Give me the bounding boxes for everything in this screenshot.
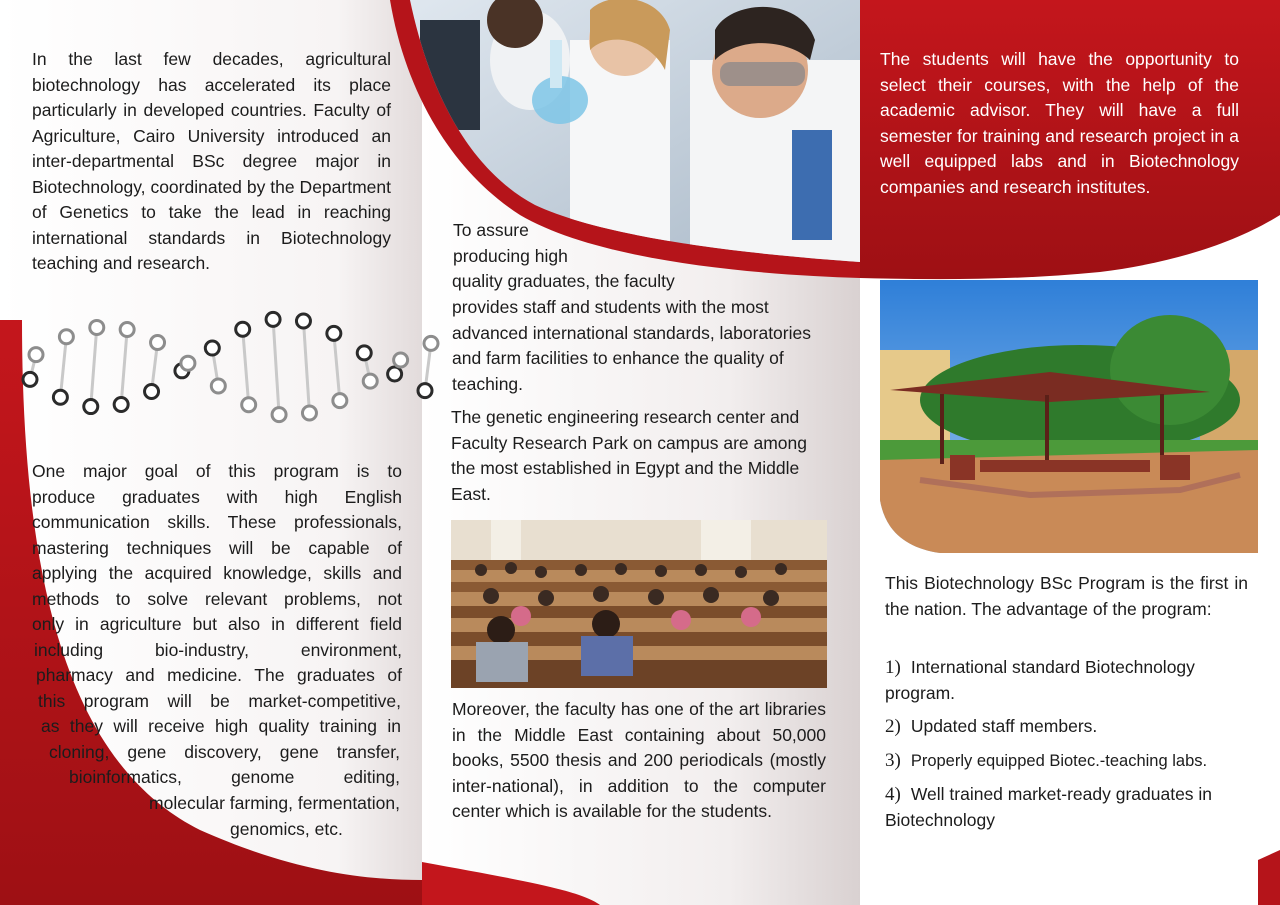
assure-line: producing high xyxy=(453,246,568,266)
helix-node xyxy=(388,367,402,381)
helix-rung xyxy=(121,329,127,404)
helix-node xyxy=(266,312,280,326)
advantage-item xyxy=(885,748,1250,775)
advantage-number: 1) xyxy=(885,657,901,678)
helix-node xyxy=(242,398,256,412)
goal-line: molecular farming, fermentation, xyxy=(149,793,400,813)
helix-node xyxy=(151,336,165,350)
goal-line: produce graduates with high English xyxy=(32,487,402,507)
advantage-item xyxy=(885,782,1250,833)
helix-node xyxy=(236,322,250,336)
goal-line: bioinformatics, genome editing, xyxy=(69,767,400,787)
dna-helix-image xyxy=(20,305,440,430)
dna-helix-svg xyxy=(20,305,440,430)
helix-rung xyxy=(243,329,249,405)
goal-line: this program will be market-competitive, xyxy=(38,691,401,711)
helix-node xyxy=(272,408,286,422)
goal-line: only in agriculture but also in different field xyxy=(32,614,402,634)
advantage-text: Updated staff members. xyxy=(910,716,1098,736)
helix-node xyxy=(424,336,438,350)
advantage-text: Properly equipped Biotec.-teaching labs. xyxy=(910,751,1208,770)
helix-node xyxy=(84,400,98,414)
helix-node xyxy=(90,320,104,334)
goal-line: One major goal of this program is to xyxy=(32,461,402,481)
helix-rung xyxy=(334,333,340,400)
helix-node xyxy=(296,314,310,328)
helix-node xyxy=(333,394,347,408)
goal-line: as they will receive high quality training in xyxy=(41,716,401,736)
goal-line: genomics, etc. xyxy=(230,819,343,839)
helix-node xyxy=(145,384,159,398)
goal-line: applying the acquired knowledge, skills and xyxy=(32,563,402,583)
helix-node xyxy=(181,356,195,370)
helix-node xyxy=(114,398,128,412)
goal-line: cloning, gene discovery, gene transfer, xyxy=(49,742,400,762)
helix-node xyxy=(29,348,43,362)
advantage-number: 4) xyxy=(885,784,901,805)
assure-line: To assure xyxy=(453,220,529,240)
advantages-list xyxy=(885,655,1250,841)
library-paragraph: Moreover, the faculty has one of the art libraries in the Middle East containing about 50,000 books, 5500 thesis and 200 periodicals (mostly inter-national), in addition to the computer center which is available for the students. xyxy=(452,699,826,821)
advantage-text: International standard Biotechnology program. xyxy=(885,657,1195,703)
advantage-number: 2) xyxy=(885,716,901,737)
goal-line: pharmacy and medicine. The graduates of xyxy=(36,665,402,685)
advantage-item xyxy=(885,714,1250,740)
goal-line: methods to solve relevant problems, not xyxy=(32,589,402,609)
assure-line: quality graduates, the faculty xyxy=(452,271,675,291)
helix-node xyxy=(357,346,371,360)
goal-line: communication skills. These professionals, xyxy=(32,512,402,532)
goal-line: mastering techniques will be capable of xyxy=(32,538,402,558)
helix-rung xyxy=(303,321,309,413)
helix-node xyxy=(53,390,67,404)
helix-rung xyxy=(60,337,66,398)
helix-node xyxy=(302,406,316,420)
intro-paragraph: In the last few decades, agricultural biotechnology has accelerated its place particularly in developed countries. Faculty of Agriculture, Cairo University introduced an inter-departmental BSc degree major in Biotechnology, coordinated by the Department of Genetics to take the lead in reaching international standards in Biotechnology teaching and research. xyxy=(32,49,391,273)
helix-rung xyxy=(91,327,97,406)
helix-node xyxy=(327,326,341,340)
advantage-item xyxy=(885,655,1250,706)
course-selection-paragraph: The students will have the opportunity to select their courses, with the help of the academic advisor. They will have a full semester for training and research project in a well equipped labs and in Biotechnology companies and research institutes. xyxy=(880,49,1239,197)
helix-node xyxy=(418,384,432,398)
campus-garden-photo xyxy=(880,280,1258,553)
helix-node xyxy=(120,322,134,336)
program-intro-paragraph: This Biotechnology BSc Program is the first in the nation. The advantage of the program: xyxy=(885,573,1248,619)
lecture-hall-photo xyxy=(451,520,827,688)
helix-node xyxy=(205,341,219,355)
helix-node xyxy=(23,372,37,386)
research-center-paragraph: The genetic engineering research center and Faculty Research Park on campus are among the most established in Egypt and the Middle East. xyxy=(451,407,807,504)
helix-node xyxy=(211,379,225,393)
advantage-text: Well trained market-ready graduates in Biotechnology xyxy=(885,784,1213,830)
helix-node xyxy=(59,330,73,344)
assure-rest: provides staff and students with the most advanced international standards, laboratories and farm facilities to enhance the quality of teaching. xyxy=(452,297,811,394)
helix-node xyxy=(363,374,377,388)
helix-rung xyxy=(273,319,279,414)
goal-line: including bio-industry, environment, xyxy=(34,640,402,660)
helix-node xyxy=(394,353,408,367)
advantage-number: 3) xyxy=(885,749,901,771)
